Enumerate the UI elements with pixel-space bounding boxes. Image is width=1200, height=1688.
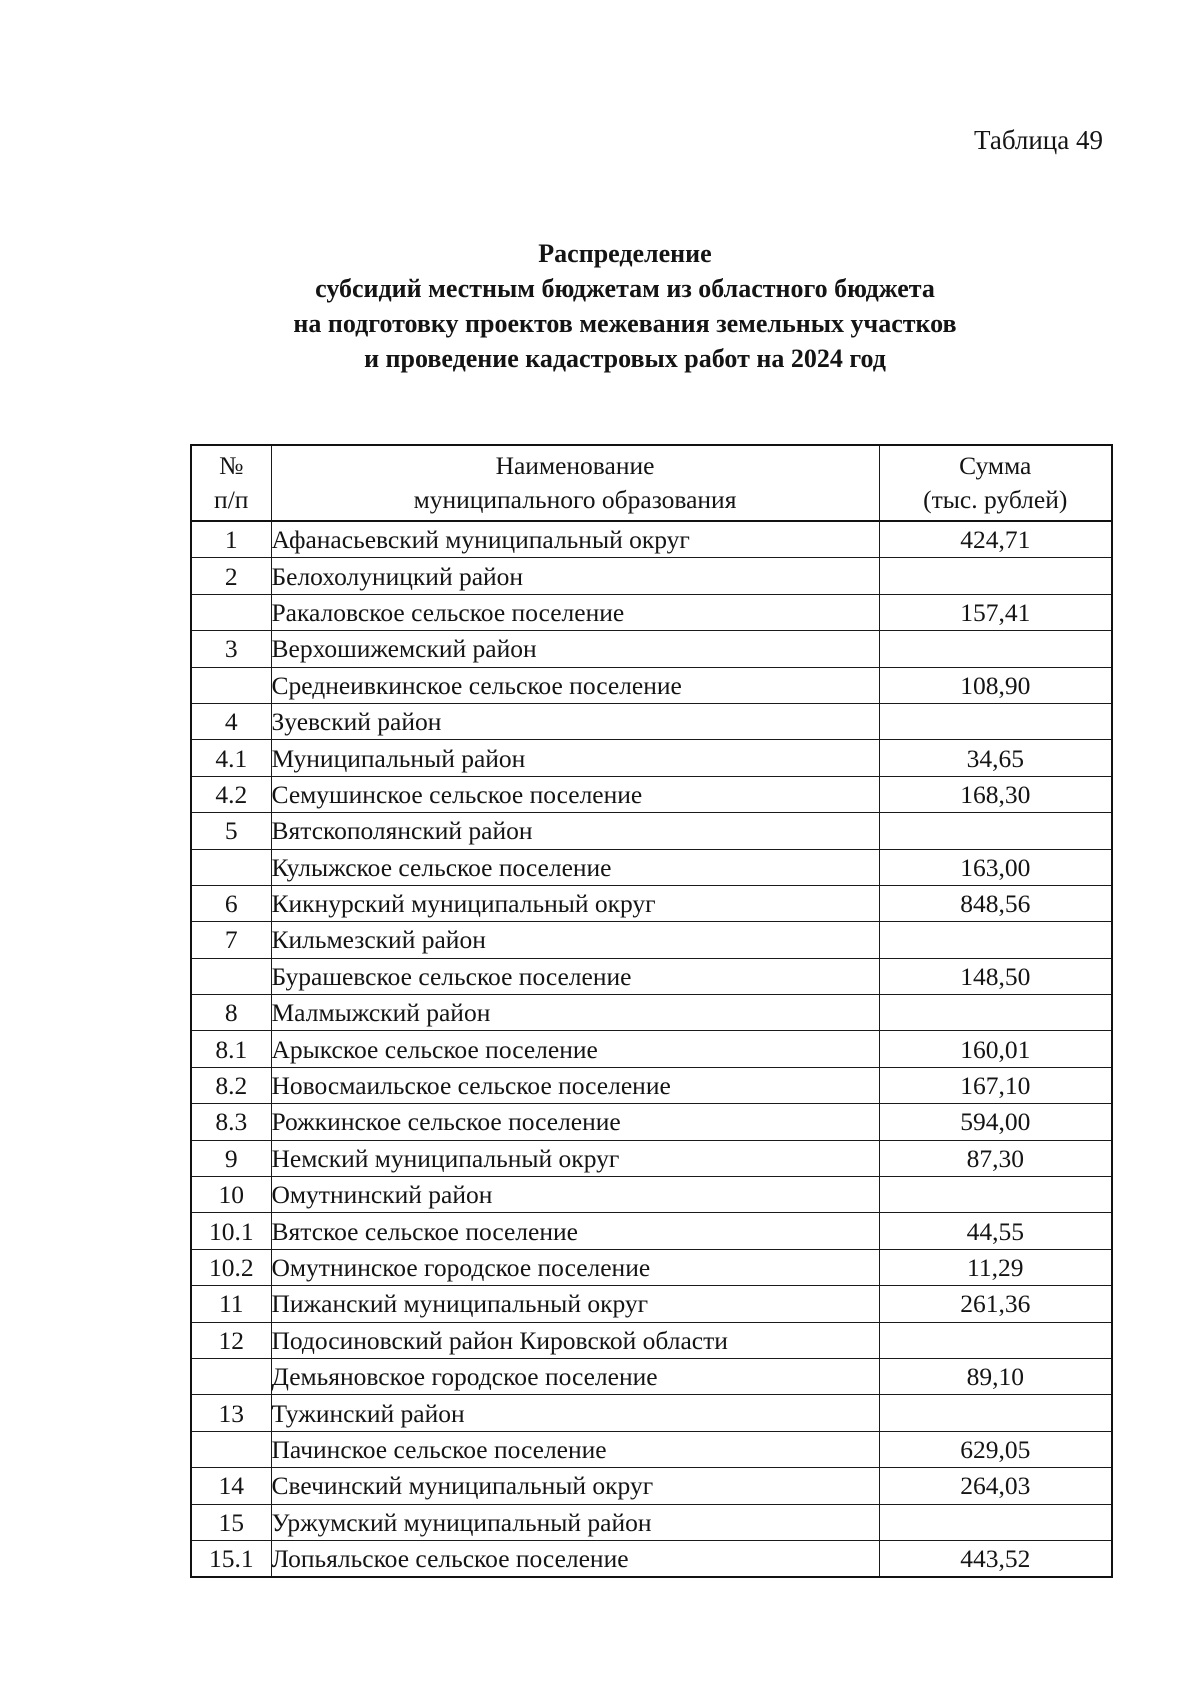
subsidy-amount: 34,65: [879, 740, 1112, 776]
row-number: 10: [191, 1177, 271, 1213]
row-number: [191, 958, 271, 994]
row-number: 9: [191, 1140, 271, 1176]
subsidy-amount: 424,71: [879, 521, 1112, 558]
row-number: 8.2: [191, 1067, 271, 1103]
table-row: [191, 1249, 1112, 1285]
table-row: [191, 1213, 1112, 1249]
municipality-name: Лопьяльское сельское поселение: [271, 1540, 879, 1577]
header-name: [271, 445, 879, 521]
table-row: [191, 521, 1112, 558]
table-row: [191, 703, 1112, 739]
table-number-label: Таблица 49: [974, 125, 1103, 155]
municipality-name: Афанасьевский муниципальный округ: [271, 521, 879, 558]
municipality-name: Бурашевское сельское поселение: [271, 958, 879, 994]
municipality-name: Малмыжский район: [271, 995, 879, 1031]
table-row: [191, 1468, 1112, 1504]
table-row: [191, 1104, 1112, 1140]
row-number: 3: [191, 631, 271, 667]
row-number: 8.3: [191, 1104, 271, 1140]
title-line: и проведение кадастровых работ на 2024 год: [364, 344, 886, 373]
municipality-name: Семушинское сельское поселение: [271, 776, 879, 812]
subsidy-amount: [879, 1177, 1112, 1213]
row-number: 5: [191, 813, 271, 849]
table-row: [191, 1358, 1112, 1394]
subsidy-amount: [879, 703, 1112, 739]
table-row: [191, 885, 1112, 921]
row-number: 15: [191, 1504, 271, 1540]
row-number: 14: [191, 1468, 271, 1504]
subsidy-amount: [879, 1322, 1112, 1358]
table-row: [191, 667, 1112, 703]
municipality-name: Свечинский муниципальный округ: [271, 1468, 879, 1504]
municipality-name: Новосмаильское сельское поселение: [271, 1067, 879, 1103]
subsidy-amount: [879, 631, 1112, 667]
subsidy-amount: 261,36: [879, 1286, 1112, 1322]
table-row: [191, 594, 1112, 630]
row-number: 8: [191, 995, 271, 1031]
municipality-name: Белохолуницкий район: [271, 558, 879, 594]
municipality-name: Верхошижемский район: [271, 631, 879, 667]
subsidy-amount: 264,03: [879, 1468, 1112, 1504]
subsidy-amount: [879, 813, 1112, 849]
row-number: 7: [191, 922, 271, 958]
subsidy-amount: 89,10: [879, 1358, 1112, 1394]
row-number: [191, 594, 271, 630]
municipality-name: Муниципальный район: [271, 740, 879, 776]
municipality-name: Демьяновское городское поселение: [271, 1358, 879, 1394]
row-number: [191, 849, 271, 885]
subsidy-amount: [879, 922, 1112, 958]
header-name-line2: муниципального образования: [413, 485, 737, 514]
title-line: субсидий местным бюджетам из областного бюджета: [315, 274, 935, 303]
table-row: [191, 1031, 1112, 1067]
header-name-line1: Наименование: [495, 451, 655, 480]
table-row: [191, 1140, 1112, 1176]
table-row: [191, 740, 1112, 776]
municipality-name: Кикнурский муниципальный округ: [271, 885, 879, 921]
row-number: 12: [191, 1322, 271, 1358]
table-body: [191, 521, 1112, 1577]
municipality-name: Ракаловское сельское поселение: [271, 594, 879, 630]
table-row: [191, 1395, 1112, 1431]
table-row: [191, 1504, 1112, 1540]
table-row: [191, 631, 1112, 667]
subsidy-amount: 11,29: [879, 1249, 1112, 1285]
table-row: [191, 776, 1112, 812]
row-number: 4.1: [191, 740, 271, 776]
subsidy-amount: [879, 558, 1112, 594]
municipality-name: Среднеивкинское сельское поселение: [271, 667, 879, 703]
municipality-name: Кулыжское сельское поселение: [271, 849, 879, 885]
municipality-name: Арыкское сельское поселение: [271, 1031, 879, 1067]
table-row: [191, 813, 1112, 849]
header-sum: [879, 445, 1112, 521]
row-number: 8.1: [191, 1031, 271, 1067]
header-number: [191, 445, 271, 521]
row-number: 4: [191, 703, 271, 739]
municipality-name: Пачинское сельское поселение: [271, 1431, 879, 1467]
row-number: [191, 1358, 271, 1394]
municipality-name: Вятское сельское поселение: [271, 1213, 879, 1249]
row-number: [191, 1431, 271, 1467]
municipality-name: Пижанский муниципальный округ: [271, 1286, 879, 1322]
header-number-line2: п/п: [214, 485, 249, 514]
table-row: [191, 1431, 1112, 1467]
subsidy-distribution-table: [190, 444, 1113, 1578]
subsidy-amount: 168,30: [879, 776, 1112, 812]
row-number: [191, 667, 271, 703]
subsidy-amount: 160,01: [879, 1031, 1112, 1067]
municipality-name: Тужинский район: [271, 1395, 879, 1431]
municipality-name: Вятскополянский район: [271, 813, 879, 849]
subsidy-amount: [879, 995, 1112, 1031]
municipality-name: Немский муниципальный округ: [271, 1140, 879, 1176]
subsidy-amount: 594,00: [879, 1104, 1112, 1140]
subsidy-amount: 44,55: [879, 1213, 1112, 1249]
municipality-name: Омутнинское городское поселение: [271, 1249, 879, 1285]
table-row: [191, 1540, 1112, 1577]
table-row: [191, 1067, 1112, 1103]
row-number: 15.1: [191, 1540, 271, 1577]
table-row: [191, 922, 1112, 958]
subsidy-amount: 629,05: [879, 1431, 1112, 1467]
municipality-name: Подосиновский район Кировской области: [271, 1322, 879, 1358]
municipality-name: Омутнинский район: [271, 1177, 879, 1213]
table-row: [191, 1322, 1112, 1358]
subsidy-amount: 108,90: [879, 667, 1112, 703]
title-line: на подготовку проектов межевания земельных участков: [293, 309, 957, 338]
subsidy-amount: [879, 1395, 1112, 1431]
title-line: Распределение: [538, 239, 712, 268]
subsidy-amount: 443,52: [879, 1540, 1112, 1577]
document-title: [0, 236, 1200, 376]
subsidy-amount: [879, 1504, 1112, 1540]
row-number: 4.2: [191, 776, 271, 812]
subsidy-amount: 87,30: [879, 1140, 1112, 1176]
row-number: 11: [191, 1286, 271, 1322]
municipality-name: Рожкинское сельское поселение: [271, 1104, 879, 1140]
row-number: 2: [191, 558, 271, 594]
table-row: [191, 849, 1112, 885]
subsidy-amount: 157,41: [879, 594, 1112, 630]
header-number-line1: №: [219, 451, 244, 480]
table-row: [191, 558, 1112, 594]
subsidy-amount: 163,00: [879, 849, 1112, 885]
row-number: 10.2: [191, 1249, 271, 1285]
subsidy-amount: 148,50: [879, 958, 1112, 994]
row-number: 1: [191, 521, 271, 558]
table-row: [191, 995, 1112, 1031]
municipality-name: Уржумский муниципальный район: [271, 1504, 879, 1540]
table-row: [191, 958, 1112, 994]
table-header-row: [191, 445, 1112, 521]
header-sum-line1: Сумма: [959, 451, 1032, 480]
table-row: [191, 1286, 1112, 1322]
row-number: 6: [191, 885, 271, 921]
subsidy-amount: 167,10: [879, 1067, 1112, 1103]
municipality-name: Кильмезский район: [271, 922, 879, 958]
row-number: 10.1: [191, 1213, 271, 1249]
municipality-name: Зуевский район: [271, 703, 879, 739]
header-sum-line2: (тыс. рублей): [923, 485, 1068, 514]
row-number: 13: [191, 1395, 271, 1431]
table-row: [191, 1177, 1112, 1213]
subsidy-amount: 848,56: [879, 885, 1112, 921]
